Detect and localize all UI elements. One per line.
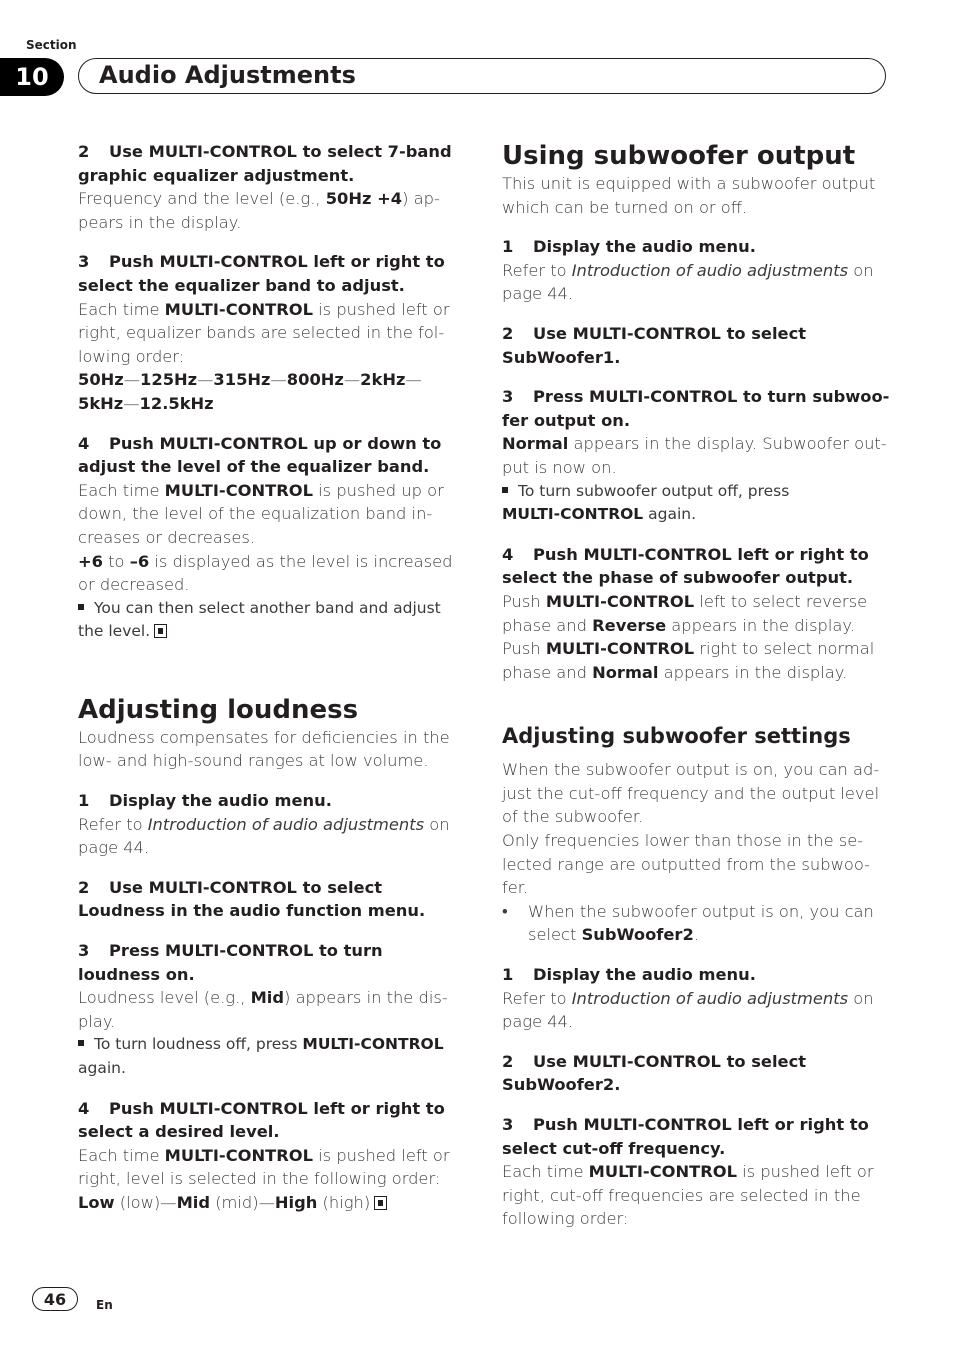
- step-body: Refer to Introduction of audio adjustments on page 44.: [502, 260, 874, 304]
- subsection-heading-settings: Adjusting subwoofer settings: [502, 724, 851, 749]
- step-heading: 1 Display the audio menu.: [502, 965, 756, 985]
- step-heading: 4 Push MULTI-CONTROL up or down to adjust the level of the equalizer band.: [78, 433, 442, 477]
- step-heading: 2 Use MULTI-CONTROL to select SubWoofer1.: [502, 323, 807, 367]
- step-body: Each time MULTI-CONTROL is pushed left or right, level is selected in the following order:: [78, 1145, 450, 1189]
- step-heading: 4 Push MULTI-CONTROL left or right to select the phase of subwoofer output.: [502, 544, 869, 588]
- intro: This unit is equipped with a subwoofer output which can be turned on or off.: [502, 174, 876, 217]
- note: To turn loudness off, press MULTI-CONTROL again.: [78, 1035, 444, 1077]
- language-label: En: [96, 1298, 113, 1312]
- note: To turn subwoofer output off, press MULTI-CONTROL again.: [502, 481, 790, 524]
- bullet-item: • When the subwoofer output is on, you can select SubWoofer2.: [502, 900, 892, 947]
- step-heading: 4 Push MULTI-CONTROL left or right to select a desired level.: [78, 1098, 445, 1142]
- note-square-icon: [502, 487, 508, 493]
- section-heading-loudness: Adjusting loudness: [78, 694, 359, 725]
- step-heading: 3 Push MULTI-CONTROL left or right to select the equalizer band to adjust.: [78, 252, 445, 295]
- step-body: Each time MULTI-CONTROL is pushed left or right, cut-off frequencies are selected in the following order:: [502, 1162, 874, 1229]
- step-body: Frequency and the level (e.g., 50Hz +4) ap- pears in the display.: [78, 189, 440, 232]
- section-heading-subwoofer: Using subwoofer output: [502, 141, 856, 171]
- step-heading: 3 Press MULTI-CONTROL to turn loudness on.: [78, 941, 383, 984]
- level-range: +6 to –6 is displayed as the level is increased or decreased.: [78, 551, 453, 595]
- end-mark-icon: [154, 624, 167, 638]
- step-body: Push MULTI-CONTROL left to select reverse phase and Reverse appears in the display.: [502, 591, 868, 635]
- intro: Only frequencies lower than those in the se-lected range are outputted from the subwoo-fer.: [502, 831, 870, 898]
- level-order: Low (low)—Mid (mid)—High (high): [78, 1191, 462, 1215]
- end-mark-icon: [374, 1196, 387, 1210]
- step-heading: 1 Display the audio menu.: [502, 237, 756, 257]
- note-square-icon: [78, 604, 84, 610]
- note: You can then select another band and adjust the level.: [78, 598, 441, 641]
- step-body: Each time MULTI-CONTROL is pushed left or right, equalizer bands are selected in the fol-lowing order:: [78, 299, 450, 366]
- step-heading: 2 Use MULTI-CONTROL to select SubWoofer2.: [502, 1051, 807, 1095]
- step-body: Loudness level (e.g., Mid) appears in the dis-play.: [78, 988, 448, 1031]
- step-heading: 3 Push MULTI-CONTROL left or right to select cut-off frequency.: [502, 1115, 869, 1158]
- section-label: Section: [26, 38, 77, 52]
- header-bar: [78, 58, 886, 94]
- right-column: [502, 140, 892, 1231]
- step-heading: 3 Press MULTI-CONTROL to turn subwoo-fer output on.: [502, 387, 890, 430]
- bullet-dot-icon: •: [502, 901, 508, 921]
- note-square-icon: [78, 1040, 84, 1046]
- step-body: Each time MULTI-CONTROL is pushed up or down, the level of the equalization band in-creases or decreases.: [78, 480, 444, 547]
- step-heading: 2 Use MULTI-CONTROL to select 7-band graphic equalizer adjustment.: [78, 142, 452, 185]
- step-body: Refer to Introduction of audio adjustments on page 44.: [502, 988, 874, 1032]
- section-number: 10: [0, 58, 64, 96]
- page-title: Audio Adjustments: [99, 61, 356, 89]
- left-column: [78, 140, 462, 1215]
- step-body: Refer to Introduction of audio adjustments on page 44.: [78, 814, 450, 858]
- step-heading: 2 Use MULTI-CONTROL to select Loudness in the audio function menu.: [78, 877, 426, 921]
- intro: Loudness compensates for deficiencies in the low- and high-sound ranges at low volume.: [78, 727, 450, 771]
- step-body: Push MULTI-CONTROL right to select normal phase and Normal appears in the display.: [502, 639, 875, 682]
- step-heading: 1 Display the audio menu.: [78, 791, 332, 811]
- band-order: 50Hz—125Hz—315Hz—800Hz—2kHz— 5kHz—12.5kHz: [78, 370, 422, 413]
- page-number: 46: [32, 1287, 78, 1311]
- intro: When the subwoofer output is on, you can ad-just the cut-off frequency and the output level of the subwoofer.: [502, 760, 880, 827]
- step-body: Normal appears in the display. Subwoofer out-put is now on.: [502, 434, 887, 477]
